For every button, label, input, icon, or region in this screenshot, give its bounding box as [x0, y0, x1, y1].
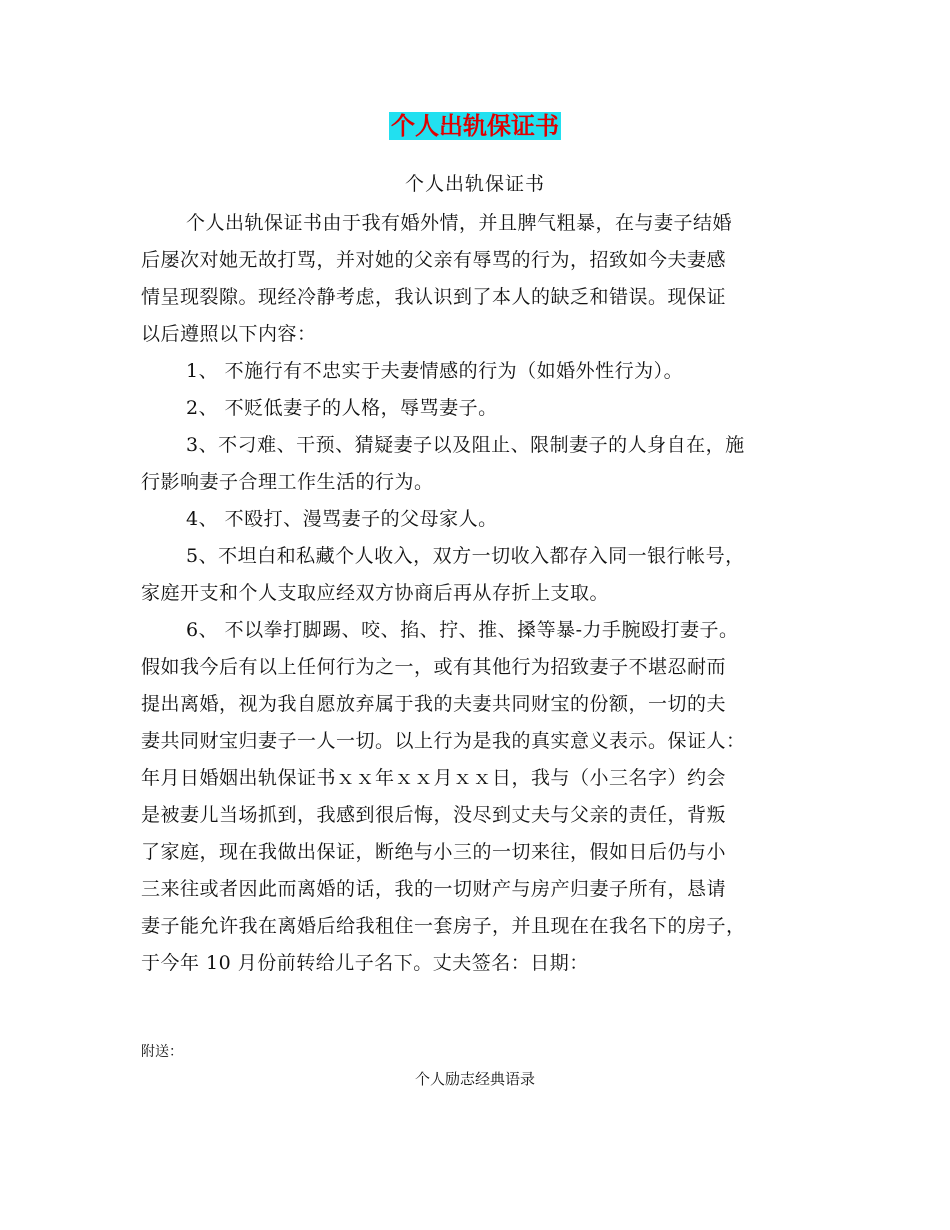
document-body [141, 205, 831, 982]
body-line: 以后遵照以下内容： [141, 323, 317, 345]
body-line: 后屡次对她无故打骂，并对她的父亲有辱骂的行为，招致如今夫妻感 [141, 249, 727, 271]
body-line: 1、 不施行有不忠实于夫妻情感的行为（如婚外性行为）。 [186, 360, 684, 382]
body-line: 6、 不以拳打脚踢、咬、掐、拧、推、搡等暴-力手腕殴打妻子。 [186, 619, 739, 641]
body-line: 三来往或者因此而离婚的话，我的一切财产与房产归妻子所有，恳请 [141, 878, 727, 900]
body-line: 年月日婚姻出轨保证书ｘｘ年ｘｘ月ｘｘ日，我与（小三名字）约会 [141, 767, 727, 789]
body-line: 妻子能允许我在离婚后给我租住一套房子，并且现在在我名下的房子， [141, 915, 746, 937]
body-line: 行影响妻子合理工作生活的行为。 [141, 471, 434, 493]
document-subtitle: 个人出轨保证书 [404, 173, 545, 195]
body-line: 4、 不殴打、漫骂妻子的父母家人。 [186, 508, 498, 530]
body-line: 于今年 10 月份前转给儿子名下。丈夫签名：日期： [141, 952, 589, 974]
body-line: 妻共同财宝归妻子一人一切。以上行为是我的真实意义表示。保证人： [141, 730, 746, 752]
body-line: 2、 不贬低妻子的人格，辱骂妻子。 [186, 397, 498, 419]
body-line: 是被妻儿当场抓到，我感到很后悔，没尽到丈夫与父亲的责任，背叛 [141, 804, 727, 826]
body-line: 家庭开支和个人支取应经双方协商后再从存折上支取。 [141, 582, 610, 604]
main-title-text: 个人出轨保证书 [391, 112, 559, 140]
attachment-label: 附送： [141, 1044, 183, 1060]
body-line: 个人出轨保证书由于我有婚外情，并且脾气粗暴，在与妻子结婚 [186, 212, 733, 234]
body-line: 提出离婚，视为我自愿放弃属于我的夫妻共同财宝的份额，一切的夫 [141, 693, 727, 715]
body-line: 情呈现裂隙。现经冷静考虑，我认识到了本人的缺乏和错误。现保证 [141, 286, 727, 308]
body-line: 5、不坦白和私藏个人收入，双方一切收入都存入同一银行帐号， [186, 545, 745, 567]
body-line: 了家庭，现在我做出保证，断绝与小三的一切来往，假如日后仍与小 [141, 841, 727, 863]
body-line: 3、不刁难、干预、猜疑妻子以及阻止、限制妻子的人身自在，施 [186, 434, 745, 456]
attachment-title: 个人励志经典语录 [414, 1070, 535, 1088]
body-line: 假如我今后有以上任何行为之一，或有其他行为招致妻子不堪忍耐而 [141, 656, 727, 678]
document-main-title [0, 110, 950, 142]
